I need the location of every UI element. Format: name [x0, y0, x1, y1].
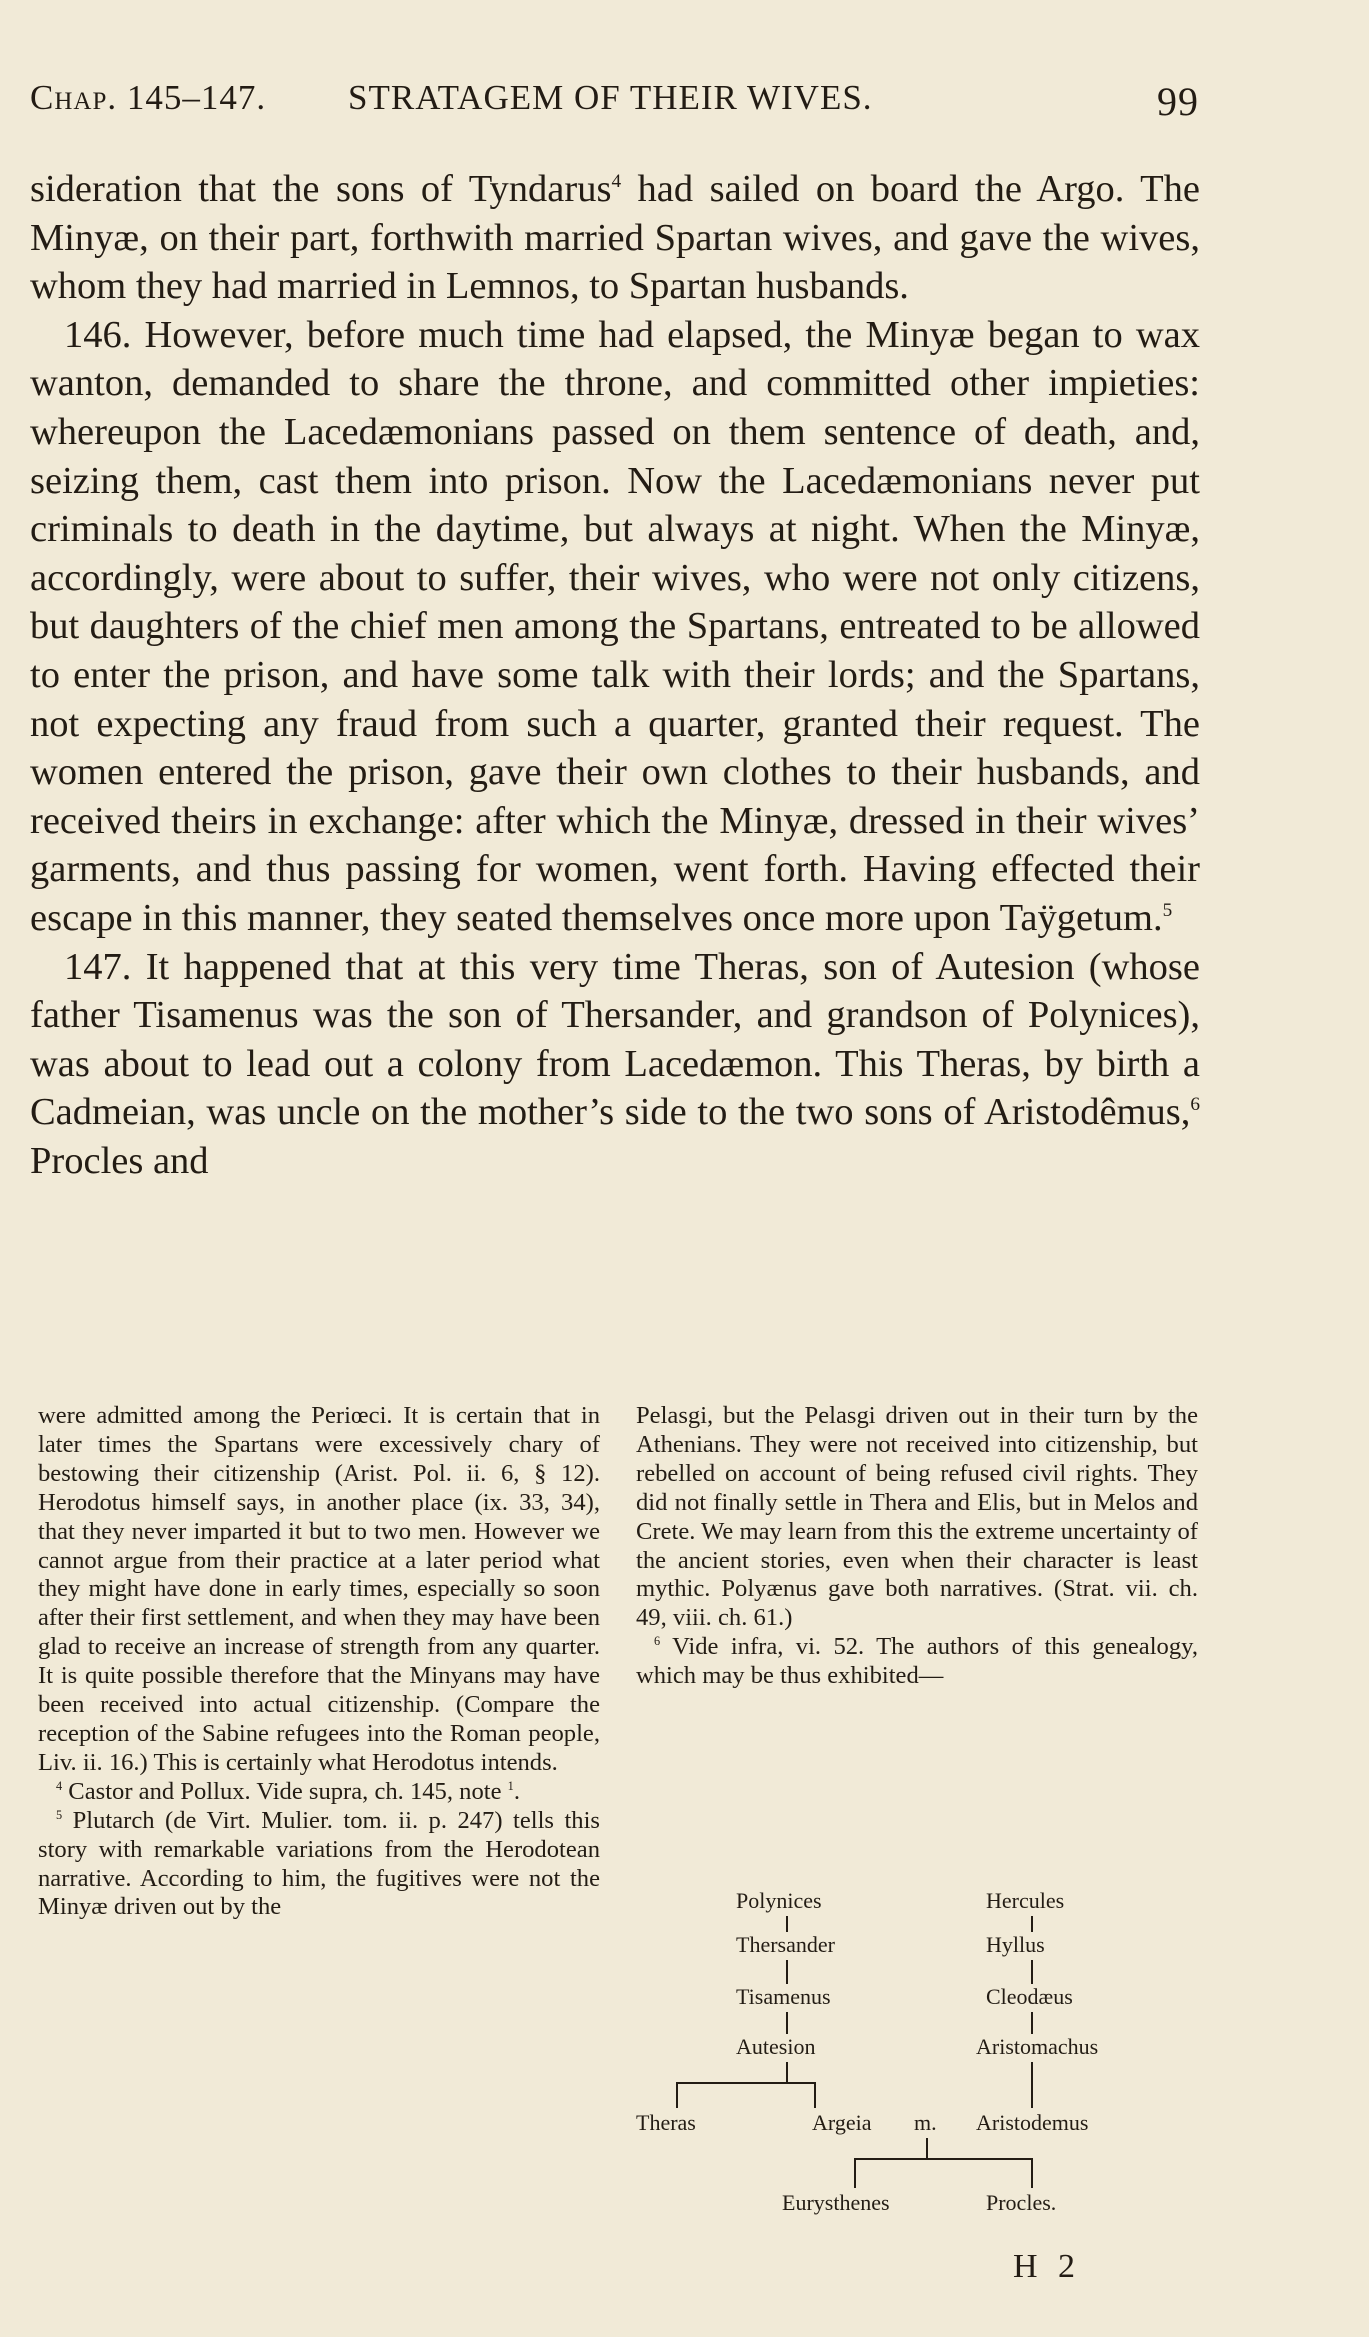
tree-line — [676, 2082, 678, 2108]
tree-line — [786, 1916, 788, 1932]
node-argeia: Argeia — [812, 2110, 872, 2135]
tree-line — [814, 2082, 816, 2108]
signature-mark: H 2 — [1013, 2248, 1082, 2285]
node-theras: Theras — [636, 2110, 696, 2135]
genealogy-tree — [636, 1888, 1196, 2268]
node-hercules: Hercules — [986, 1888, 1065, 1913]
footnote-ref-5: 5 — [1162, 900, 1173, 922]
footnote-5: $^5$ Plutarch (de Virt. Mulier. tom. ii. p. 247) tells this story with remarkable variations from the Herodotean narrative. According to him, the fugitives were not the Minyæ driven out by the — [38, 1806, 600, 1921]
tree-line — [926, 2138, 928, 2158]
paragraph-147: 147. It happened that at this very time Theras, son of Autesion (whose father Tisamenus was the son of Thersander, and grandson of Polynices), was about to lead out a colony from Lacedæmon. This Theras, by birth a Cadmeian, was uncle on the mother’s side to the two sons of Aristodêmus,$^6$ Procles and — [30, 945, 1200, 1182]
main-text — [30, 165, 1200, 1185]
tree-line — [854, 2158, 856, 2188]
node-procles: Procles. — [986, 2190, 1057, 2215]
married-mark: m. — [914, 2110, 937, 2135]
tree-line — [1031, 1916, 1033, 1932]
node-aristodemus: Aristodemus — [976, 2110, 1089, 2135]
node-thersander: Thersander — [736, 1932, 835, 1957]
footnote-4: $^4$ Castor and Pollux. Vide supra, ch. 145, note $^1$. — [56, 1777, 520, 1805]
node-autesion: Autesion — [736, 2034, 816, 2059]
tree-line — [786, 2062, 788, 2082]
chapter-reference: Chap. 145–147. — [30, 78, 267, 117]
tree-line — [786, 2012, 788, 2034]
footnotes-right-column — [636, 1402, 1198, 1691]
footnote-ref-6: 6 — [1190, 1094, 1200, 1116]
tree-line — [786, 1960, 788, 1984]
tree-line — [1031, 2012, 1033, 2034]
node-tisamenus: Tisamenus — [736, 1984, 831, 2009]
footnotes-left-column — [38, 1402, 600, 1922]
tree-line — [854, 2158, 1032, 2160]
paragraph-continuation: sideration that the sons of Tyndarus$^4$ had sailed on board the Argo. The Minyæ, on their part, forthwith married Spartan wives, and gave the wives, whom they had married in Lemnos, to Spartan husbands. — [30, 168, 1200, 308]
footnote-continuation: were admitted among the Periœci. It is certain that in later times the Spartans were excessively chary of bestowing their citizenship (Arist. Pol. ii. 6, § 12). Herodotus himself says, in another place (ix. 33, 34), that they never imparted it but to two men. However we cannot argue from their practice at a later period what they might have done in early times, especially so soon after their first settlement, and when they may have been glad to receive an increase of strength from any quarter. It is quite possible therefore that the Minyans may have been received into actual citizenship. (Compare the reception of the Sabine refugees into the Roman people, Liv. ii. 16.) This is certainly what Herodotus intends. — [38, 1402, 600, 1776]
tree-line — [676, 2082, 816, 2084]
node-cleodaeus: Cleodæus — [986, 1984, 1073, 2009]
page-number: 99 — [1157, 79, 1199, 124]
footnote-6: $^6$ Vide infra, vi. 52. The authors of this genealogy, which may be thus exhibited— — [636, 1633, 1198, 1690]
node-hyllus: Hyllus — [986, 1932, 1045, 1957]
tree-line — [1031, 1960, 1033, 1984]
footnote-ref-4: 4 — [611, 171, 622, 193]
tree-line — [1031, 2158, 1033, 2188]
paragraph-146: 146. However, before much time had elapsed, the Minyæ began to wax wanton, demanded to share the throne, and committed other impieties: whereupon the Lacedæmonians passed on them sentence of death, and, seizing them, cast them into prison. Now the Lacedæmonians never put criminals to death in the daytime, but always at night. When the Minyæ, accordingly, were about to suffer, their wives, who were not only citizens, but daughters of the chief men among the Spartans, entreated to be allowed to enter the prison, and have some talk with their lords; and the Spartans, not expecting any fraud from such a quarter, granted their request. The women entered the prison, gave their own clothes to their husbands, and received theirs in exchange: after which the Minyæ, dressed in their wives’ garments, and thus passing for women, went forth. Having effected their escape in this manner, they seated themselves once more upon Taÿgetum.$^5$ — [30, 313, 1200, 939]
tree-line — [1031, 2062, 1033, 2108]
running-title: STRATAGEM OF THEIR WIVES. — [348, 78, 873, 117]
footnote-5-continuation: Pelasgi, but the Pelasgi driven out in their turn by the Athenians. They were not received into citizenship, but rebelled on account of being refused civil rights. They did not finally settle in Thera and Elis, but in Melos and Crete. We may learn from this the extreme uncertainty of the ancient stories, even when their character is least mythic. Polyænus gave both narratives. (Strat. vii. ch. 49, viii. ch. 61.) — [636, 1402, 1198, 1632]
node-polynices: Polynices — [736, 1888, 822, 1913]
running-header — [30, 78, 1199, 128]
node-aristomachus: Aristomachus — [976, 2034, 1099, 2059]
node-eurysthenes: Eurysthenes — [782, 2190, 890, 2215]
